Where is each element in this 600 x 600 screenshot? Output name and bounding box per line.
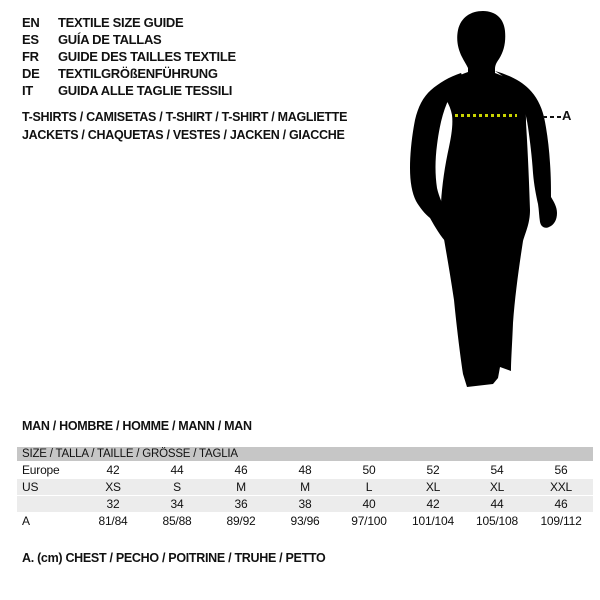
size-cell: 46 <box>209 462 273 479</box>
size-cell: 56 <box>529 462 593 479</box>
size-cell: 44 <box>145 462 209 479</box>
size-table <box>17 447 593 530</box>
language-code: FR <box>22 49 39 64</box>
language-title: GUIDE DES TAILLES TEXTILE <box>58 49 236 64</box>
language-title: TEXTILE SIZE GUIDE <box>58 15 184 30</box>
size-cell: 85/88 <box>145 513 209 530</box>
row-label: Europe <box>17 462 81 479</box>
language-row <box>22 82 236 99</box>
size-cell: 93/96 <box>273 513 337 530</box>
row-label: A <box>17 513 81 530</box>
size-cell: 36 <box>209 496 273 513</box>
language-row <box>22 48 236 65</box>
size-cell: 109/112 <box>529 513 593 530</box>
row-label <box>17 496 81 513</box>
size-cell: L <box>337 479 401 496</box>
garment-type-line: T-SHIRTS / CAMISETAS / T-SHIRT / T-SHIRT / MAGLIETTE <box>22 110 348 124</box>
size-cell: 40 <box>337 496 401 513</box>
garment-type-line: JACKETS / CHAQUETAS / VESTES / JACKEN / GIACCHE <box>22 127 345 142</box>
size-cell: S <box>145 479 209 496</box>
table-row <box>17 496 593 513</box>
size-cell: 32 <box>81 496 145 513</box>
measure-leader-line <box>543 116 561 118</box>
language-row <box>22 14 236 31</box>
size-cell: XL <box>401 479 465 496</box>
row-label: US <box>17 479 81 496</box>
garment-type-list <box>22 109 347 144</box>
size-table-wrap <box>17 447 593 530</box>
size-cell: 50 <box>337 462 401 479</box>
table-row <box>17 462 593 479</box>
size-cell: 34 <box>145 496 209 513</box>
size-cell: M <box>273 479 337 496</box>
language-title: GUIDA ALLE TAGLIE TESSILI <box>58 83 233 98</box>
size-cell: 38 <box>273 496 337 513</box>
language-title: TEXTILGRÖßENFÜHRUNG <box>58 66 218 81</box>
size-cell: 89/92 <box>209 513 273 530</box>
silhouette-body <box>436 11 530 387</box>
language-row <box>22 65 236 82</box>
size-table-header: SIZE / TALLA / TAILLE / GRÖSSE / TAGLIA <box>17 447 593 462</box>
language-code: IT <box>22 83 33 98</box>
size-cell: M <box>209 479 273 496</box>
language-code: ES <box>22 32 39 47</box>
table-row <box>17 479 593 496</box>
size-cell: 42 <box>81 462 145 479</box>
size-cell: 42 <box>401 496 465 513</box>
size-cell: 52 <box>401 462 465 479</box>
size-cell: 81/84 <box>81 513 145 530</box>
table-row <box>17 513 593 530</box>
size-cell: XL <box>465 479 529 496</box>
chest-measure-line <box>455 114 517 117</box>
language-code: EN <box>22 15 40 30</box>
size-cell: XS <box>81 479 145 496</box>
language-title: GUÍA DE TALLAS <box>58 32 162 47</box>
size-cell: 54 <box>465 462 529 479</box>
size-cell: 46 <box>529 496 593 513</box>
language-code: DE <box>22 66 40 81</box>
measure-label-a: A <box>562 108 572 123</box>
size-cell: 97/100 <box>337 513 401 530</box>
man-silhouette <box>395 5 580 395</box>
size-table-body <box>17 462 593 530</box>
section-heading: MAN / HOMBRE / HOMME / MANN / MAN <box>22 419 252 433</box>
size-cell: 105/108 <box>465 513 529 530</box>
footnote: A. (cm) CHEST / PECHO / POITRINE / TRUHE / PETTO <box>22 551 326 565</box>
size-cell: XXL <box>529 479 593 496</box>
language-row <box>22 31 236 48</box>
language-list <box>22 14 236 99</box>
size-cell: 44 <box>465 496 529 513</box>
size-cell: 101/104 <box>401 513 465 530</box>
size-table-header-row <box>17 447 593 462</box>
size-cell: 48 <box>273 462 337 479</box>
